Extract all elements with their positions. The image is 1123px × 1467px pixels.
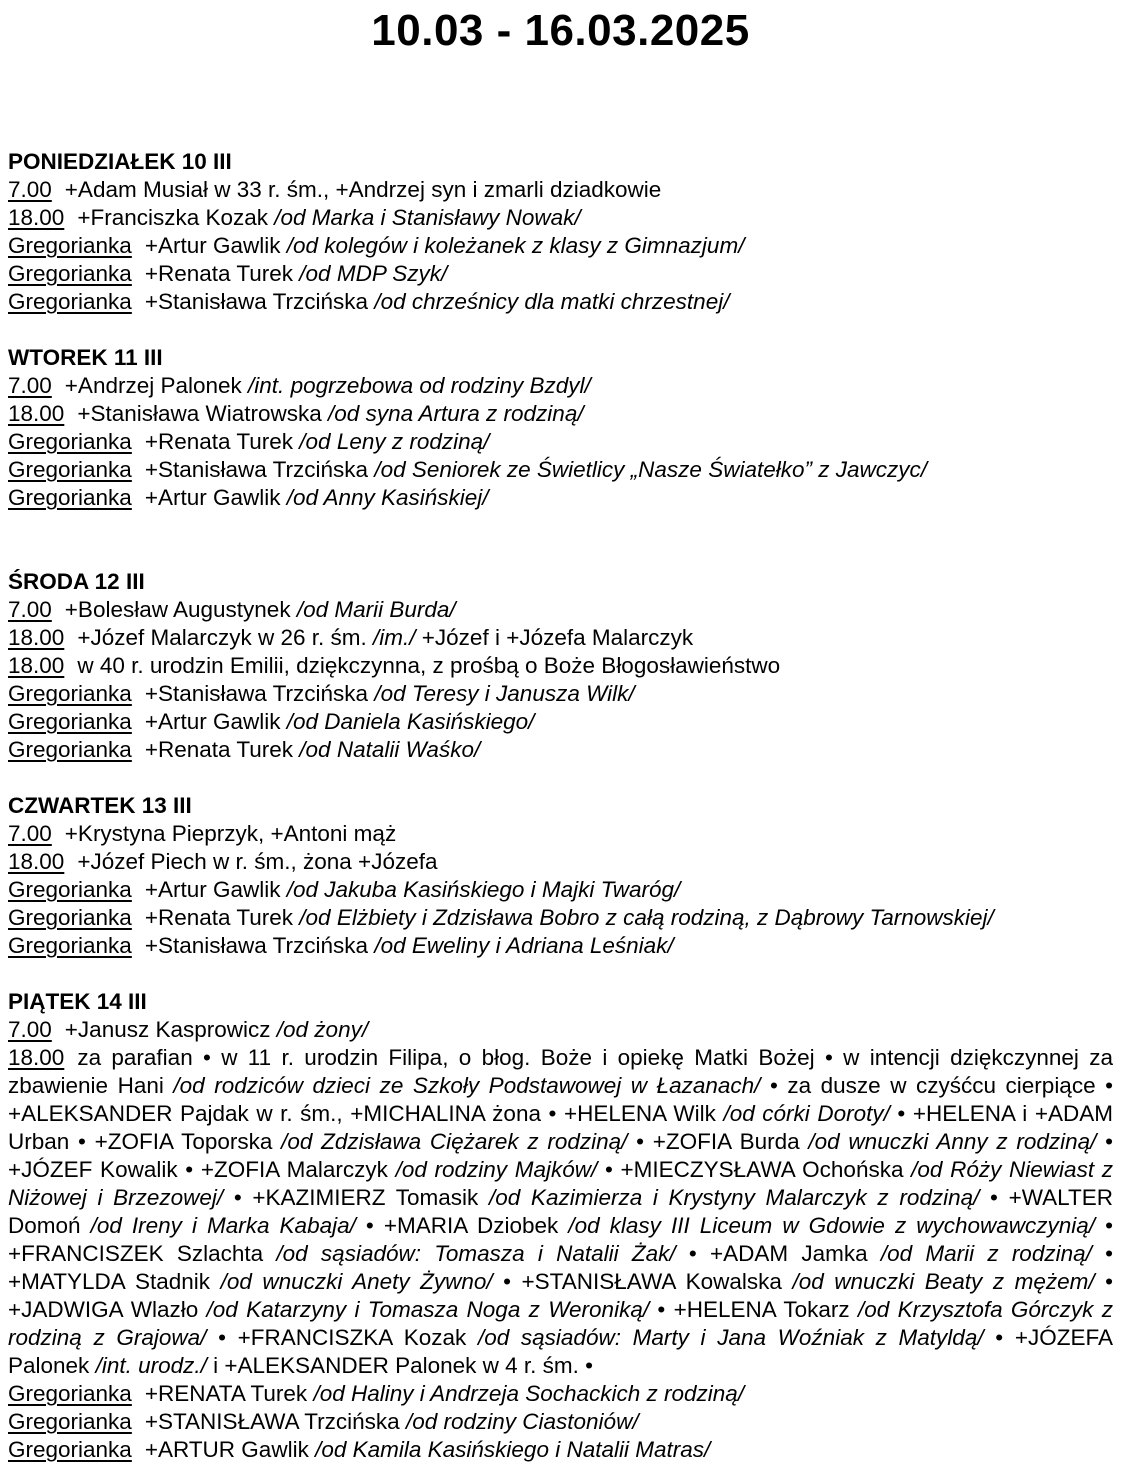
mass-intention-row xyxy=(8,484,1113,512)
intention-text: w 40 r. urodzin Emilii, dziękczynna, z prośbą o Boże Błogosławieństwo xyxy=(77,653,781,678)
entry-time-label: Gregorianka xyxy=(8,289,132,314)
intention-text: +Stanisława Trzcińska xyxy=(144,933,375,958)
mass-intention-row xyxy=(8,260,1113,288)
schedule xyxy=(8,148,1113,1464)
entry-time-label: Gregorianka xyxy=(8,1409,132,1434)
intention-offeror-text: /od Marii Burda/ xyxy=(296,597,456,622)
intention-offeror-text: /od Ireny i Marka Kabaja/ xyxy=(90,1213,356,1238)
intention-text: • +ADAM Jamka xyxy=(675,1241,881,1266)
intention-offeror-text: /od Elżbiety i Zdzisława Bobro z całą rodziną, z Dąbrowy Tarnowskiej/ xyxy=(299,905,994,930)
intention-offeror-text: /od wnuczki Anety Żywno/ xyxy=(220,1269,493,1294)
mass-intention-row xyxy=(8,652,1113,680)
entry-time-label: 7.00 xyxy=(8,1017,52,1042)
intention-offeror-text: /od Haliny i Andrzeja Sochackich z rodziną/ xyxy=(313,1381,745,1406)
intention-text: +ARTUR Gawlik xyxy=(144,1437,316,1462)
intention-text: +Renata Turek xyxy=(144,429,300,454)
mass-intention-row xyxy=(8,232,1113,260)
intention-offeror-text: /od Eweliny i Adriana Leśniak/ xyxy=(374,933,674,958)
intention-text: +Andrzej Palonek xyxy=(64,373,249,398)
intention-offeror-text: /od rodziny Majków/ xyxy=(395,1157,598,1182)
mass-intention-row xyxy=(8,820,1113,848)
intention-text: +Bolesław Augustynek xyxy=(64,597,297,622)
intention-offeror-text: /od Kamila Kasińskiego i Natalii Matras/ xyxy=(315,1437,711,1462)
intention-offeror-text: /od Natalii Waśko/ xyxy=(299,737,481,762)
entry-time-label: Gregorianka xyxy=(8,709,132,734)
intention-offeror-text: /od Seniorek ze Świetlicy „Nasze Światełko” z Jawczyc/ xyxy=(374,457,928,482)
intention-offeror-text: /od wnuczki Anny z rodziną/ xyxy=(808,1129,1097,1154)
intention-offeror-text: /od klasy III Liceum w Gdowie z wychowawczynią/ xyxy=(568,1213,1096,1238)
intention-text: • +FRANCISZEK Szlachta xyxy=(8,1213,1113,1266)
mass-intention-row xyxy=(8,848,1113,876)
entry-time-label: Gregorianka xyxy=(8,457,132,482)
day-header: PIĄTEK 14 III xyxy=(8,989,147,1014)
entry-time-label: Gregorianka xyxy=(8,877,132,902)
intention-text: +Renata Turek xyxy=(144,737,300,762)
intention-text: • za dusze w czyśćcu cierpiące • +ALEKSANDER Pajdak w r. śm., +MICHALINA żona • +HELENA Wilk xyxy=(8,1073,1113,1126)
intention-text: • +ZOFIA Burda xyxy=(627,1129,809,1154)
intention-text: +Artur Gawlik xyxy=(144,233,287,258)
entry-time-label: Gregorianka xyxy=(8,1437,132,1462)
intention-offeror-text: /od Jakuba Kasińskiego i Majki Twaróg/ xyxy=(286,877,681,902)
intention-text: • +JÓZEF Kowalik • +ZOFIA Malarczyk xyxy=(8,1129,1113,1182)
entry-time-label: 18.00 xyxy=(8,849,65,874)
intention-text: +Artur Gawlik xyxy=(144,877,287,902)
mass-intention-row xyxy=(8,176,1113,204)
intention-text: • +WALTER Domoń xyxy=(8,1185,1114,1238)
entry-time-label: 18.00 xyxy=(8,625,65,650)
day-header: WTOREK 11 III xyxy=(8,345,163,370)
entry-time-label: Gregorianka xyxy=(8,429,132,454)
mass-intention-row xyxy=(8,400,1113,428)
entry-time-label: 18.00 xyxy=(8,653,65,678)
intention-offeror-text: /od sąsiadów: Tomasza i Natalii Żak/ xyxy=(276,1241,676,1266)
intention-offeror-text: /od chrześnicy dla matki chrzestnej/ xyxy=(374,289,730,314)
intention-text: • +HELENA i +ADAM Urban • +ZOFIA Toporska xyxy=(8,1101,1113,1154)
intention-offeror-text: /int. urodz./ xyxy=(95,1353,207,1378)
mass-intention-row xyxy=(8,1044,1113,1380)
day-section xyxy=(8,792,1113,960)
intention-text: +Franciszka Kozak xyxy=(77,205,275,230)
intention-offeror-text: /im./ xyxy=(373,625,416,650)
intention-text: +Stanisława Trzcińska xyxy=(144,681,375,706)
mass-intention-row xyxy=(8,1380,1113,1408)
intention-text: • +FRANCISZKA Kozak xyxy=(206,1325,478,1350)
intention-offeror-text: /od MDP Szyk/ xyxy=(299,261,448,286)
intention-text: +Artur Gawlik xyxy=(144,485,287,510)
intention-offeror-text: /od Katarzyny i Tomasza Noga z Weroniką/ xyxy=(206,1297,650,1322)
intention-text: • +JADWIGA Wlazło xyxy=(8,1269,1113,1322)
intention-text: • +JÓZEFA Palonek xyxy=(8,1325,1113,1378)
intention-text: +Krystyna Pieprzyk, +Antoni mąż xyxy=(64,821,397,846)
day-section xyxy=(8,148,1113,316)
intention-text: +RENATA Turek xyxy=(144,1381,314,1406)
intention-text: +Renata Turek xyxy=(144,261,300,286)
intention-offeror-text: /od kolegów i koleżanek z klasy z Gimnazjum/ xyxy=(286,233,745,258)
intention-text: • +MATYLDA Stadnik xyxy=(8,1241,1113,1294)
entry-time-label: Gregorianka xyxy=(8,1381,132,1406)
mass-intention-row xyxy=(8,372,1113,400)
mass-intention-row xyxy=(8,876,1113,904)
entry-time-label: 18.00 xyxy=(8,401,65,426)
mass-intention-row xyxy=(8,1408,1113,1436)
mass-intention-row xyxy=(8,428,1113,456)
entry-time-label: 18.00 xyxy=(8,205,65,230)
mass-intention-row xyxy=(8,736,1113,764)
day-section xyxy=(8,344,1113,512)
intention-text: +STANISŁAWA Trzcińska xyxy=(144,1409,406,1434)
intention-offeror-text: /od Zdzisława Ciężarek z rodziną/ xyxy=(281,1129,628,1154)
intention-text: • +KAZIMIERZ Tomasik xyxy=(223,1185,489,1210)
intention-offeror-text: /int. pogrzebowa od rodziny Bzdyl/ xyxy=(248,373,591,398)
entry-time-label: Gregorianka xyxy=(8,737,132,762)
day-header: CZWARTEK 13 III xyxy=(8,793,192,818)
intention-offeror-text: /od Róży Niewiast z Niżowej i Brzezowej/ xyxy=(8,1157,1113,1210)
entry-time-label: 18.00 xyxy=(8,1045,65,1070)
mass-intention-row xyxy=(8,1436,1113,1464)
intention-text: +Stanisława Wiatrowska xyxy=(77,401,329,426)
entry-time-label: Gregorianka xyxy=(8,905,132,930)
entry-time-label: Gregorianka xyxy=(8,681,132,706)
intention-text: +Stanisława Trzcińska xyxy=(144,457,375,482)
intention-text: • +MIECZYSŁAWA Ochońska xyxy=(597,1157,912,1182)
entry-time-label: 7.00 xyxy=(8,177,52,202)
intention-offeror-text: /od Marka i Stanisławy Nowak/ xyxy=(274,205,581,230)
entry-time-label: 7.00 xyxy=(8,597,52,622)
intention-offeror-text: /od Krzysztofa Górczyk z rodziną z Grajowa/ xyxy=(8,1297,1113,1350)
mass-intention-row xyxy=(8,708,1113,736)
intention-text: • +HELENA Tokarz xyxy=(649,1297,858,1322)
intention-text: +Stanisława Trzcińska xyxy=(144,289,375,314)
day-section xyxy=(8,988,1113,1464)
intention-text: +Józef i +Józefa Malarczyk xyxy=(415,625,694,650)
mass-intention-row xyxy=(8,932,1113,960)
intention-text: +Renata Turek xyxy=(144,905,300,930)
intention-offeror-text: /od rodziców dzieci ze Szkoły Podstawowej w Łazanach/ xyxy=(173,1073,761,1098)
intention-text: za parafian • w 11 r. urodzin Filipa, o błog. Boże i opiekę Matki Bożej • w intencji dziękczynnej za zbawienie Hani xyxy=(8,1045,1113,1098)
intention-offeror-text: /od syna Artura z rodziną/ xyxy=(328,401,584,426)
intention-text: +Artur Gawlik xyxy=(144,709,287,734)
intention-text: i +ALEKSANDER Palonek w 4 r. śm. • xyxy=(206,1353,594,1378)
intention-offeror-text: /od Leny z rodziną/ xyxy=(299,429,490,454)
intention-text: +Józef Piech w r. śm., żona +Józefa xyxy=(77,849,438,874)
entry-time-label: Gregorianka xyxy=(8,933,132,958)
entry-time-label: Gregorianka xyxy=(8,233,132,258)
mass-intention-row xyxy=(8,904,1113,932)
intention-offeror-text: /od Kazimierza i Krystyny Malarczyk z rodziną/ xyxy=(488,1185,980,1210)
intention-offeror-text: /od żony/ xyxy=(276,1017,369,1042)
intention-text: +Józef Malarczyk w 26 r. śm. xyxy=(77,625,374,650)
entry-time-label: Gregorianka xyxy=(8,485,132,510)
mass-intention-row xyxy=(8,456,1113,484)
intention-offeror-text: /od wnuczki Beaty z mężem/ xyxy=(792,1269,1095,1294)
day-header: ŚRODA 12 III xyxy=(8,569,145,594)
day-header: PONIEDZIAŁEK 10 III xyxy=(8,149,232,174)
entry-time-label: Gregorianka xyxy=(8,261,132,286)
mass-intention-row xyxy=(8,204,1113,232)
mass-intention-row xyxy=(8,596,1113,624)
intention-offeror-text: /od Teresy i Janusza Wilk/ xyxy=(374,681,635,706)
intention-offeror-text: /od córki Doroty/ xyxy=(723,1101,890,1126)
mass-intention-row xyxy=(8,624,1113,652)
intention-offeror-text: /od Anny Kasińskiej/ xyxy=(286,485,489,510)
day-section xyxy=(8,568,1113,764)
intention-offeror-text: /od rodziny Ciastoniów/ xyxy=(405,1409,639,1434)
intention-text: +Janusz Kasprowicz xyxy=(64,1017,277,1042)
intention-text: +Adam Musiał w 33 r. śm., +Andrzej syn i zmarli dziadkowie xyxy=(64,177,662,202)
intention-offeror-text: /od Daniela Kasińskiego/ xyxy=(286,709,535,734)
entry-time-label: 7.00 xyxy=(8,821,52,846)
mass-intention-row xyxy=(8,1016,1113,1044)
mass-intention-row xyxy=(8,680,1113,708)
page-title: 10.03 - 16.03.2025 xyxy=(371,6,750,55)
bulletin-page xyxy=(0,6,1123,1467)
intention-text: • +STANISŁAWA Kowalska xyxy=(492,1269,793,1294)
entry-time-label: 7.00 xyxy=(8,373,52,398)
intention-text: • +MARIA Dziobek xyxy=(355,1213,569,1238)
intention-offeror-text: /od Marii z rodziną/ xyxy=(880,1241,1092,1266)
intention-offeror-text: /od sąsiadów: Marty i Jana Woźniak z Matyldą/ xyxy=(477,1325,984,1350)
mass-intention-row xyxy=(8,288,1113,316)
